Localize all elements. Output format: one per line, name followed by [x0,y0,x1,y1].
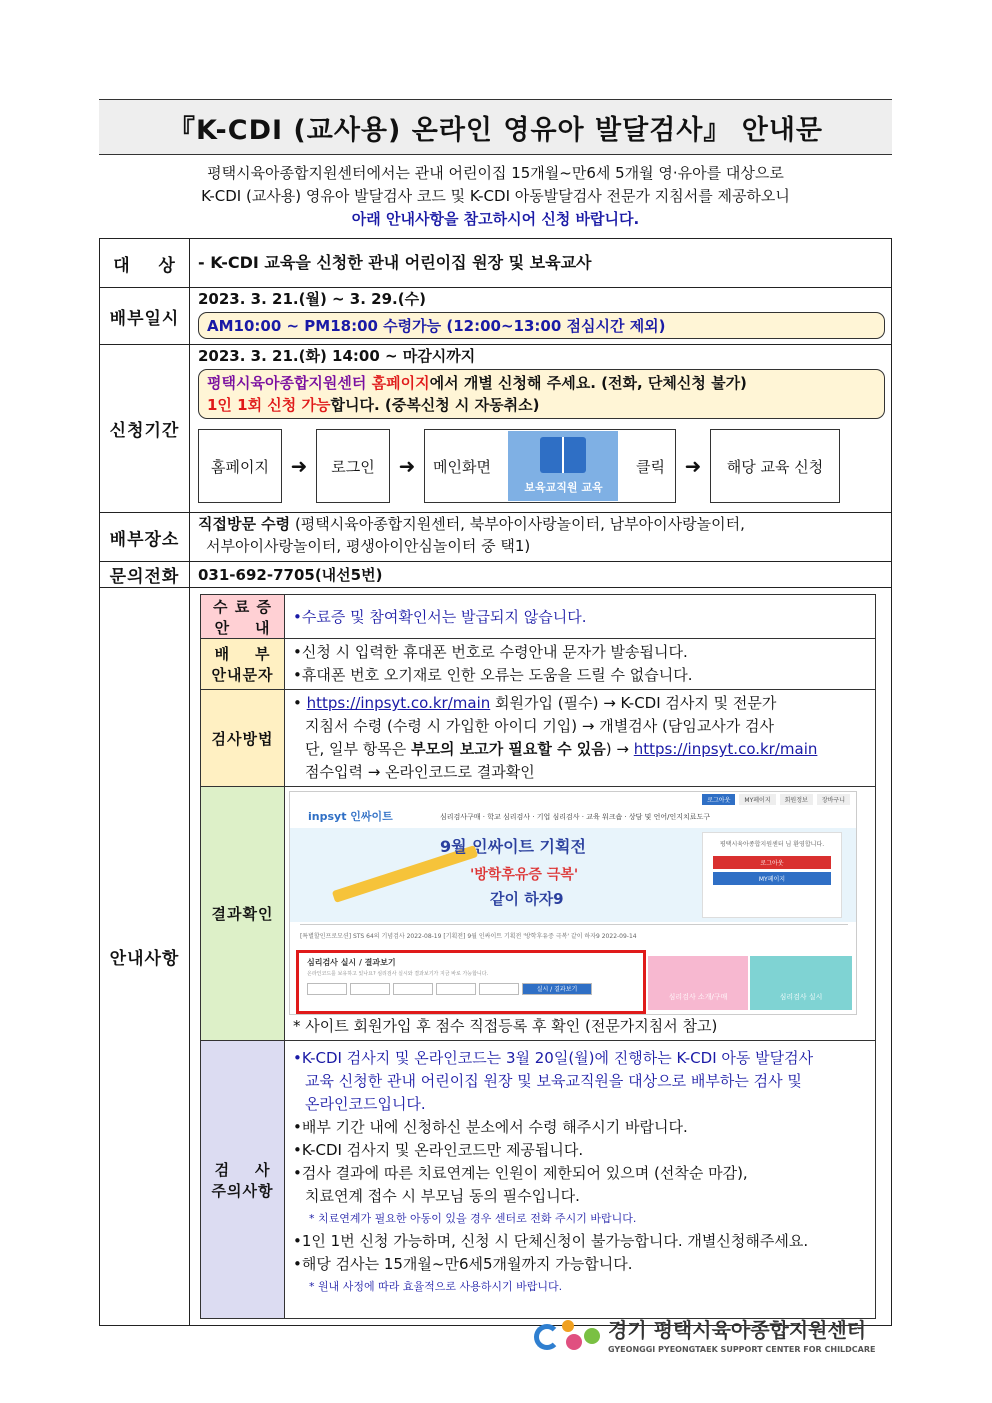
apply-flow [198,429,885,503]
apply-note-pill [198,369,885,419]
book-label: 보육교직원 교육 [524,481,603,494]
page-title: 『K-CDI (교사용) 온라인 영유아 발달검사』 안내문 [99,99,892,155]
apply-note-center: 평택시육아종합지원센터 [207,374,367,392]
code-field [436,983,476,995]
step-main-label: 메인화면 [433,457,491,476]
result-label: 결과확인 [201,787,285,1041]
dist-date: 2023. 3. 21.(월) ~ 3. 29.(수) [198,290,426,308]
sms-b2: •휴대폰 번호 오기재로 인한 오류는 도움을 드릴 수 없습니다. [293,666,693,684]
center-name: 경기 평택시육아종합지원센터 [608,1318,867,1342]
code-field [393,983,433,995]
arrow-icon: ➜ [290,454,308,478]
apply-note-no-phone: (전화, 단체신청 불가) [601,374,747,392]
caution-b1c: 온라인코드입니다. [305,1095,426,1113]
place-text2: 서부아이사랑놀이터, 평생아이안심놀이터 중 택1) [206,537,531,555]
row-label-notice: 안내사항 [100,588,190,1326]
caution-s2: * 원내 사정에 따라 효율적으로 사용하시기 바랍니다. [309,1280,563,1293]
phone-text: 031-692-7705(내선5번) [198,565,383,584]
apply-date: 2023. 3. 21.(화) 14:00 ~ 마감시까지 [198,347,476,365]
row-label-apply: 신청기간 [100,345,190,513]
row-target [100,239,892,288]
row-label-dist-date: 배부일시 [100,288,190,345]
intro-line-2: K-CDI (교사용) 영유아 발달검사 코드 및 K-CDI 아동발달검사 전문가 지침서를 제공하오니 [201,187,790,205]
inpsyt-link-2[interactable]: https://inpsyt.co.kr/main [633,740,818,758]
caution-b4a: •검사 결과에 따른 치료연계는 인원이 제한되어 있으며 (선착순 마감), [293,1164,748,1182]
sms-b1: •신청 시 입력한 휴대폰 번호로 수령안내 문자가 발송됩니다. [293,643,688,661]
caution-b2: •배부 기간 내에 신청하신 분소에서 수령 해주시기 바랍니다. [293,1118,688,1136]
notice-method: 검사방법 • https://inpsyt.co.kr/main 회원가입 (필수) → K-CDI 검사지 및 전문가 지침서 수령 (수령 시 가입한 아이디 기입) → 개별검사 (담임교사가 검사 단, 일부 항목은 부모의 보고가 필요할 수 있음) → https://inpsyt.co.kr/main 점수입력 → 온라인코드로 결과확인 [201,690,876,787]
shot-nav: 심리검사구매 · 학교 심리검사 · 기업 심리검사 · 교육 워크숍 · 상담 및 언어/인지치료도구 [440,813,711,821]
apply-note-individual: 개별 신청 [463,374,528,392]
method-t4: 점수입력 → 온라인코드로 결과확인 [305,763,535,781]
center-name-eng: GYEONGGI PYEONGTAEK SUPPORT CENTER FOR CHILDCARE [608,1345,876,1354]
row-phone [100,562,892,588]
cert-text: •수료증 및 참여확인서는 발급되지 않습니다. [293,608,587,626]
sms-label1: 배 부 [214,645,271,663]
step-click-label: 클릭 [636,457,665,476]
shot-banner-t2: '방학후유증 극복' [470,867,579,883]
method-t3b: 부모의 보고가 필요할 수 있음 [411,740,606,758]
caution-b1a: •K-CDI 검사지 및 온라인코드는 3월 20일(월)에 진행하는 K-CDI 아동 발달검사 [293,1049,814,1067]
apply-note-homepage: 홈페이지 [371,374,430,392]
cert-label2: 안 내 [214,618,271,637]
intro [99,162,892,231]
method-t1: 회원가입 (필수) → K-CDI 검사지 및 전문가 [490,694,777,712]
result-note: * 사이트 회원가입 후 점수 직접등록 후 확인 (전문가지침서 참고) [293,1017,718,1035]
shot-side-title: 평택시육아종합지원센터 님 환영합니다. [719,841,825,848]
shot-highlight-box [296,950,646,1014]
caution-b6: •해당 검사는 15개월~만6세5개월까지 가능합니다. [293,1255,633,1273]
notice-table [200,594,876,1319]
shot-card-buy: 심리검사 소개/구매 [648,956,748,1010]
method-t2: 지침서 수령 (수령 시 가입한 아이디 기입) → 개별검사 (담임교사가 검사 [305,717,775,735]
step-homepage: 홈페이지 [198,429,282,503]
shot-logout: 로그아웃 [702,794,735,805]
code-field [350,983,390,995]
info-table [99,238,892,1326]
shot-box-button: 실시 / 결과보기 [522,983,592,995]
row-label-phone: 문의전화 [100,562,190,588]
notice-sms [201,639,876,690]
row-notice [100,588,892,1326]
shot-logo: inpsyt 인싸이트 [308,810,393,823]
center-logo [532,1314,875,1354]
caution-label1: 검 사 [214,1160,271,1179]
shot-member: 회원정보 [780,794,813,805]
shot-card-run: 심리검사 실시 [750,956,852,1010]
notice-caution [201,1041,876,1319]
target-text: - K-CDI 교육을 신청한 관내 어린이집 원장 및 보육교사 [198,253,592,272]
apply-note-dup: 합니다. (중복신청 시 자동취소) [330,396,540,414]
shot-cart: 장바구니 [817,794,850,805]
arrow-icon: ➜ [684,454,702,478]
center-logo-icon [532,1314,604,1354]
arrow-icon: ➜ [398,454,416,478]
dist-time-pill: AM10:00 ~ PM18:00 수령가능 (12:00~13:00 점심시간 제외) [198,312,885,339]
shot-side [702,832,842,918]
shot-box-title: 심리검사 실시 / 결과보기 [307,958,396,967]
code-field [479,983,519,995]
row-apply [100,345,892,513]
caution-b5: •1인 1번 신청 가능하며, 신청 시 단체신청이 불가능합니다. 개별신청해주세요. [293,1232,809,1250]
shot-box-sub: 온라인코드를 보유하고 있나요? 심리검사 실시와 결과보기가 지금 바로 가능합니다. [307,971,489,977]
apply-note-once: 1인 1회 신청 가능 [207,396,331,414]
step-login: 로그인 [316,429,390,503]
step-apply: 해당 교육 신청 [710,429,840,503]
cert-label1: 수 료 증 [213,597,272,616]
row-label-place: 배부장소 [100,513,190,562]
place-text1: (평택시육아종합지원센터, 북부아이사랑놀이터, 남부아이사랑놀이터, [290,515,745,533]
caution-b1b: 교육 신청한 관내 어린이집 원장 및 보육교직원을 대상으로 배부하는 검사 및 [305,1072,802,1090]
apply-note-text2: 해 주세요. [527,374,596,392]
shot-banner-t3: 같이 하자9 [490,890,564,908]
apply-note-text: 에서 [429,374,459,392]
place-bold: 직접방문 수령 [198,515,291,533]
row-label-target: 대 상 [100,239,190,288]
caution-s1: * 치료연계가 필요한 아동이 있을 경우 센터로 전화 주시기 바랍니다. [309,1212,637,1225]
caution-b3: •K-CDI 검사지 및 온라인코드만 제공됩니다. [293,1141,584,1159]
shot-side-logout: 로그아웃 [713,856,831,869]
sms-label2: 안내문자 [211,666,274,684]
code-field [307,983,347,995]
caution-label2: 주의사항 [211,1181,274,1200]
notice-cert [201,595,876,639]
inpsyt-link[interactable]: https://inpsyt.co.kr/main [306,694,491,712]
intro-line-3: 아래 안내사항을 참고하시어 신청 바랍니다. [351,210,640,228]
method-t3c: ) → [605,740,634,758]
notice-result [201,787,876,1041]
book-icon [508,431,618,501]
shot-mypage: MY페이지 [739,794,775,805]
intro-line-1: 평택시육아종합지원센터에서는 관내 어린이집 15개월~만6세 5개월 영·유아를 대상으로 [207,164,784,182]
row-dist-date [100,288,892,345]
method-label: 검사방법 [201,690,285,787]
shot-side-mypage: MY페이지 [713,872,831,885]
inpsyt-screenshot [289,791,857,1015]
caution-b4b: 치료연계 접수 시 부모님 동의 필수입니다. [305,1187,580,1205]
row-place [100,513,892,562]
shot-news: [특별할인프로모션] STS 64의 기념검사 2022-08-19 [기획전] 9월 인싸이트 기획전 '방학후유증 극복' 같이 하자9 2022-09-14 [300,924,848,946]
method-t3a: 단, 일부 항목은 [305,740,412,758]
shot-banner-t1: 9월 인싸이트 기획전 [440,837,586,856]
step-main [424,429,676,503]
